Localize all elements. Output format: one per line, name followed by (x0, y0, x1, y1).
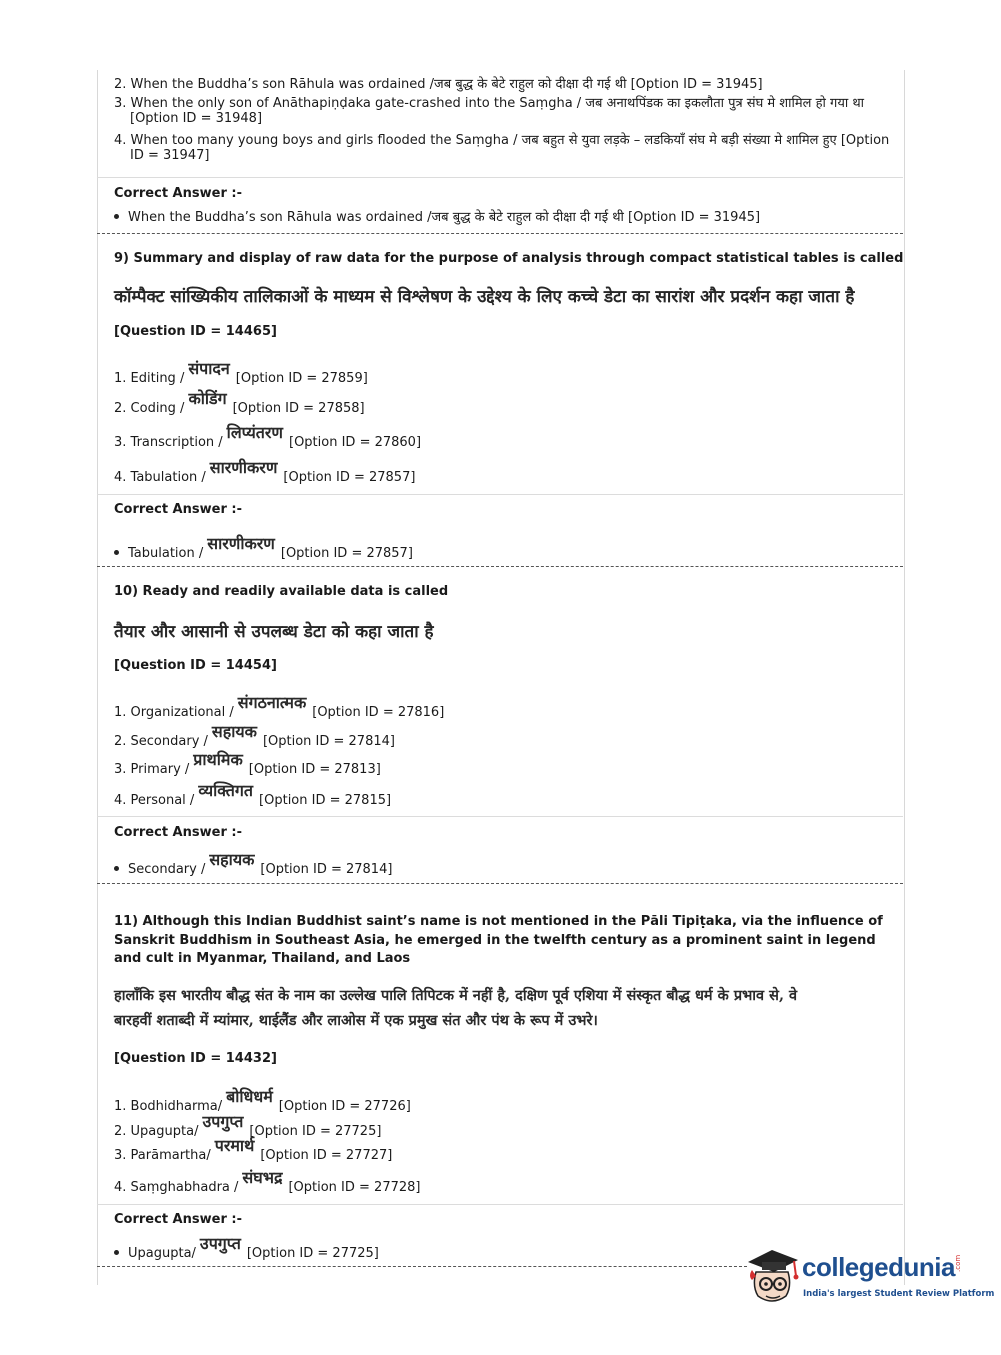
q9-question: 9) Summary and display of raw data for the purpose of analysis through compact statistical tables is called (114, 251, 904, 266)
option-hindi: परमार्थ (214, 1136, 255, 1155)
option-id: [Option ID = 27860] (289, 435, 422, 450)
q11-question-id: [Question ID = 14432] (114, 1051, 277, 1066)
bullet (114, 550, 119, 555)
mascot-icon (742, 1246, 802, 1308)
q11-option-4 (114, 1168, 421, 1196)
question-separator (97, 1266, 747, 1267)
option-hindi: कोडिंग (188, 389, 227, 408)
option-label: 3. Transcription / (114, 435, 223, 450)
option-hindi: व्यक्तिगत (198, 781, 254, 800)
option-id: [Option ID = 27813] (248, 762, 381, 777)
q8-option-4: 4. When too many young boys and girls flooded the Saṃgha / जब बहुत से युवा लड़के – लडकियाँ संघ मे बड़ी संख्या मे शामिल हुए [Option (114, 133, 890, 148)
option-id: [Option ID = 27726] (278, 1099, 411, 1114)
option-id: [Option ID = 27857] (283, 470, 416, 485)
q9-hindi: कॉम्पैक्ट सांख्यिकीय तालिकाओं के माध्यम से विश्लेषण के उद्देश्य के लिए कच्चे डेटा का सारांश और प्रदर्शन कहा जाता है (114, 287, 855, 307)
q9-option-1 (114, 359, 368, 387)
option-label: 2. Secondary / (114, 734, 208, 749)
option-label: 2. Upagupta/ (114, 1124, 199, 1139)
option-label: 3. Primary / (114, 762, 190, 777)
q11-option-1 (114, 1087, 411, 1115)
option-hindi: सहायक (209, 850, 255, 869)
option-label: 3. Parāmartha/ (114, 1148, 211, 1163)
q11-correct-label: Correct Answer :- (114, 1212, 242, 1227)
option-hindi: उपगुप्त (202, 1112, 244, 1131)
option-id: [Option ID = 27859] (235, 371, 368, 386)
question-separator (97, 883, 903, 884)
option-hindi: संगठनात्मक (237, 693, 307, 712)
q9-correct-answer (114, 534, 413, 562)
logo-wordmark: collegedunia (802, 1252, 955, 1282)
q9-option-4 (114, 458, 416, 486)
option-id: [Option ID = 27725] (249, 1124, 382, 1139)
option-label: Secondary / (128, 862, 206, 877)
q10-hindi: तैयार और आसानी से उपलब्ध डेटा को कहा जाता है (114, 622, 434, 642)
q8-option-3-id: [Option ID = 31948] (130, 111, 263, 126)
q9-option-2 (114, 389, 365, 417)
option-label: 1. Organizational / (114, 705, 234, 720)
option-hindi: उपगुप्त (199, 1234, 241, 1253)
divider (97, 1204, 903, 1205)
q10-correct-label: Correct Answer :- (114, 825, 242, 840)
q9-correct-label: Correct Answer :- (114, 502, 242, 517)
q10-option-1 (114, 693, 445, 721)
q9-question-id: [Question ID = 14465] (114, 324, 277, 339)
bullet (114, 214, 119, 219)
logo-tagline: India's largest Student Review Platform (803, 1289, 995, 1299)
q10-option-4 (114, 781, 392, 809)
q11-hindi-line-1: हालाँकि इस भारतीय बौद्ध संत के नाम का उल्लेख पालि तिपिटक में नहीं है, दक्षिण पूर्व एशिया में संस्कृत बौद्ध धर्म के प्रभाव से, वे (114, 987, 798, 1004)
q11-hindi-line-2: बारहवीं शताब्दी में म्यांमार, थाईलैंड और लाओस में एक प्रमुख संत और पंथ के रूप में उभरे। (114, 1012, 598, 1029)
option-hindi: लिप्यंतरण (226, 423, 283, 442)
q10-question: 10) Ready and readily available data is called (114, 584, 449, 599)
q10-option-2 (114, 722, 395, 750)
option-id: [Option ID = 27857] (280, 546, 413, 561)
q9-option-3 (114, 423, 422, 451)
option-label: Upagupta/ (128, 1246, 196, 1261)
divider (97, 816, 903, 817)
question-separator (97, 233, 903, 234)
q8-option-4-id: ID = 31947] (130, 148, 210, 163)
collegedunia-logo[interactable] (742, 1246, 995, 1316)
option-hindi: संघभद्र (242, 1168, 283, 1187)
option-id: [Option ID = 27725] (246, 1246, 379, 1261)
q10-question-id: [Question ID = 14454] (114, 658, 277, 673)
question-separator (97, 566, 903, 567)
option-label: Tabulation / (128, 546, 204, 561)
option-label: 4. Tabulation / (114, 470, 206, 485)
option-hindi: संपादन (188, 359, 230, 378)
option-id: [Option ID = 27815] (259, 793, 392, 808)
bullet (114, 866, 119, 871)
divider (97, 177, 903, 178)
q10-correct-answer (114, 850, 393, 878)
q8-correct-answer (114, 207, 760, 225)
option-label: 1. Editing / (114, 371, 185, 386)
q11-correct-answer (114, 1234, 379, 1262)
bullet (114, 1250, 119, 1255)
q8-option-2: 2. When the Buddha’s son Rāhula was ordained /जब बुद्ध के बेटे राहुल को दीक्षा दी गई थी [Option ID = 31945] (114, 77, 763, 92)
option-label: 1. Bodhidharma/ (114, 1099, 223, 1114)
option-hindi: सारणीकरण (209, 458, 278, 477)
option-hindi: सहायक (211, 722, 257, 741)
option-id: [Option ID = 27814] (262, 734, 395, 749)
q11-option-3 (114, 1136, 393, 1164)
option-hindi: प्राथमिक (193, 750, 243, 769)
option-label: 2. Coding / (114, 401, 185, 416)
q8-correct-text: When the Buddha’s son Rāhula was ordained /जब बुद्ध के बेटे राहुल को दीक्षा दी गई थी [Option ID = 31945] (128, 210, 761, 225)
option-label: 4. Personal / (114, 793, 195, 808)
option-hindi: सारणीकरण (207, 534, 275, 553)
option-id: [Option ID = 27814] (260, 862, 393, 877)
option-hindi: बोधिधर्म (226, 1087, 273, 1106)
q11-question: 11) Although this Indian Buddhist saint’s name is not mentioned in the Pāli Tipiṭaka, via the influence of Sanskrit Buddhism in Southeast Asia, he emerged in the twelfth century as a prominent saint in legend and cult in Myanmar, Thailand, and Laos (114, 914, 883, 966)
option-label: 4. Saṃghabhadra / (114, 1180, 239, 1195)
logo-suffix: .com (954, 1254, 962, 1272)
q10-option-3 (114, 750, 381, 778)
q8-correct-label: Correct Answer :- (114, 186, 242, 201)
option-id: [Option ID = 27816] (312, 705, 445, 720)
option-id: [Option ID = 27728] (288, 1180, 421, 1195)
option-id: [Option ID = 27858] (232, 401, 365, 416)
divider (97, 494, 903, 495)
option-id: [Option ID = 27727] (260, 1148, 393, 1163)
q8-option-3: 3. When the only son of Anāthapiṇḍaka gate-crashed into the Saṃgha / जब अनाथपिंडक का इकलौता पुत्र संघ मे शामिल हो गया था (114, 96, 865, 111)
